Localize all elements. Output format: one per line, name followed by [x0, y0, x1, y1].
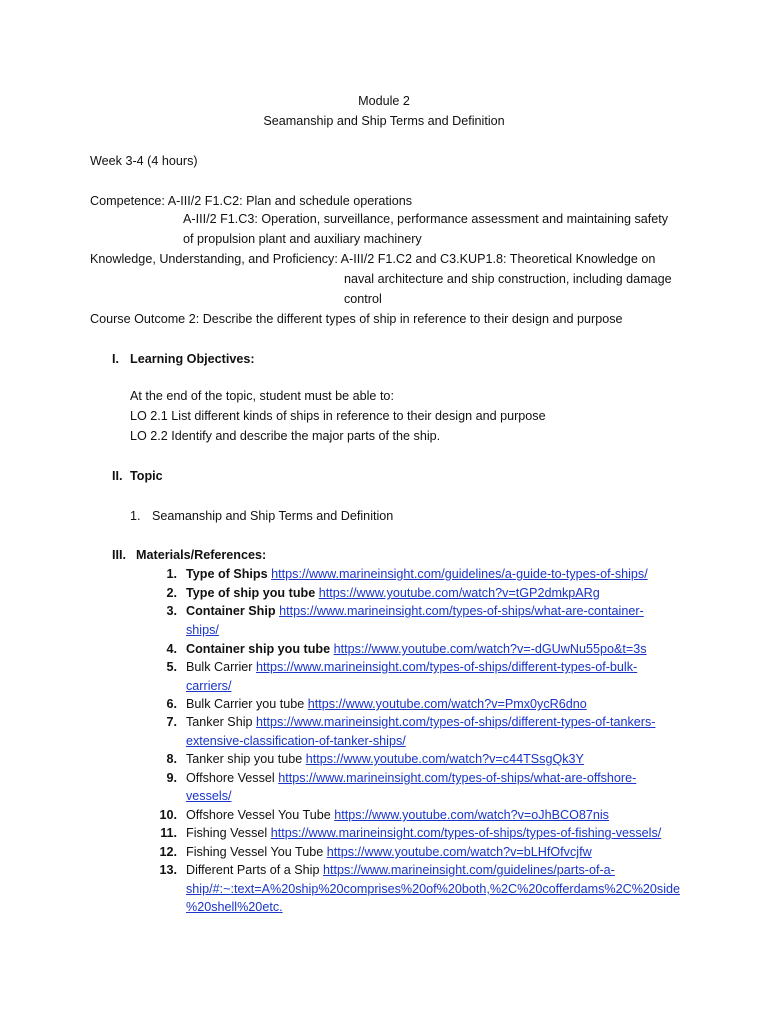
reference-label: Offshore Vessel — [186, 771, 275, 785]
reference-link-continuation[interactable] — [186, 733, 406, 749]
knowledge-line-1: Knowledge, Understanding, and Proficiency: A-III/2 F1.C2 and C3.KUP1.8: Theoretical Knowledge on — [90, 252, 656, 266]
reference-number: 1. — [166, 567, 177, 581]
reference-link[interactable]: ships/ — [186, 623, 219, 637]
module-label: Module 2 — [358, 94, 410, 108]
reference-number: 9. — [166, 771, 177, 785]
reference-link[interactable]: https://www.marineinsight.com/guidelines/parts-of-a- — [322, 863, 615, 877]
reference-label: Tanker ship you tube — [186, 752, 303, 766]
topic-item-number: 1. — [130, 509, 141, 523]
reference-link-continuation[interactable] — [186, 881, 680, 897]
reference-item — [186, 585, 600, 601]
reference-number: 12. — [159, 845, 177, 859]
competence-line-2: A-III/2 F1.C3: Operation, surveillance, performance assessment and maintaining safety — [183, 212, 669, 226]
reference-label: Container ship you tube — [186, 642, 331, 656]
reference-link[interactable]: https://www.marineinsight.com/types-of-ships/different-types-of-tankers- — [256, 715, 656, 729]
reference-item — [186, 566, 648, 582]
reference-item — [186, 603, 644, 619]
knowledge-line-2: naval architecture and ship construction, including damage — [344, 272, 672, 286]
learning-objective-2-1: LO 2.1 List different kinds of ships in reference to their design and purpose — [130, 409, 546, 423]
reference-link[interactable]: https://www.marineinsight.com/types-of-ships/what-are-offshore- — [278, 771, 637, 785]
reference-number: 10. — [159, 808, 177, 822]
reference-label: Bulk Carrier you tube — [186, 697, 305, 711]
knowledge-line-3: control — [344, 292, 382, 306]
reference-link[interactable]: https://www.youtube.com/watch?v=bLHfOfvcjfw — [326, 845, 592, 859]
reference-link[interactable]: https://www.marineinsight.com/types-of-ships/different-types-of-bulk- — [255, 660, 638, 674]
competence-line-3: of propulsion plant and auxiliary machinery — [183, 232, 422, 246]
reference-item — [186, 659, 637, 675]
reference-number: 13. — [159, 863, 177, 877]
reference-item — [186, 696, 587, 712]
reference-number: 11. — [160, 826, 177, 840]
reference-link[interactable]: https://www.marineinsight.com/guidelines/a-guide-to-types-of-ships/ — [271, 567, 648, 581]
reference-link[interactable]: https://www.youtube.com/watch?v=-dGUwNu55po&t=3s — [333, 642, 647, 656]
reference-number: 6. — [166, 697, 177, 711]
competence-line-1: Competence: A-III/2 F1.C2: Plan and schedule operations — [90, 194, 413, 208]
reference-label: Different Parts of a Ship — [186, 863, 320, 877]
reference-link-continuation[interactable] — [186, 678, 231, 694]
reference-label: Fishing Vessel You Tube — [186, 845, 324, 859]
section-1-heading: Learning Objectives: — [130, 352, 255, 366]
reference-number: 3. — [166, 604, 177, 618]
reference-link-continuation[interactable] — [186, 788, 232, 804]
reference-link-continuation[interactable] — [186, 622, 219, 638]
document-title: Seamanship and Ship Terms and Definition — [263, 114, 505, 128]
reference-link[interactable]: carriers/ — [186, 679, 232, 693]
reference-number: 2. — [166, 586, 177, 600]
week-duration: Week 3-4 (4 hours) — [90, 154, 198, 168]
reference-label: Tanker Ship — [186, 715, 253, 729]
reference-link[interactable]: https://www.youtube.com/watch?v=oJhBCO87nis — [334, 808, 609, 822]
reference-link[interactable]: https://www.marineinsight.com/types-of-ships/what-are-container- — [279, 604, 644, 618]
section-3-numeral: III. — [112, 548, 126, 562]
section-2-numeral: II. — [112, 469, 123, 483]
reference-link-continuation[interactable] — [186, 899, 283, 915]
reference-item — [186, 862, 615, 878]
course-outcome: Course Outcome 2: Describe the different types of ship in reference to their design and purpose — [90, 312, 623, 326]
topic-item-text: Seamanship and Ship Terms and Definition — [152, 509, 394, 523]
reference-link[interactable]: https://www.youtube.com/watch?v=Pmx0ycR6dno — [307, 697, 587, 711]
reference-number: 8. — [166, 752, 177, 766]
reference-item — [186, 751, 584, 767]
reference-number: 4. — [166, 642, 177, 656]
reference-label: Bulk Carrier — [186, 660, 253, 674]
reference-item — [186, 641, 647, 657]
reference-link[interactable]: https://www.youtube.com/watch?v=c44TSsgQk3Y — [305, 752, 584, 766]
reference-label: Container Ship — [186, 604, 276, 618]
section-2-heading: Topic — [130, 469, 163, 483]
reference-label: Type of Ships — [186, 567, 268, 581]
section-3-heading: Materials/References: — [136, 548, 267, 562]
reference-link[interactable]: extensive-classification-of-tanker-ships/ — [186, 734, 406, 748]
reference-number: 5. — [166, 660, 177, 674]
reference-label: Offshore Vessel You Tube — [186, 808, 331, 822]
reference-item — [186, 844, 592, 860]
reference-link[interactable]: https://www.youtube.com/watch?v=tGP2dmkpARg — [318, 586, 600, 600]
reference-item — [186, 807, 609, 823]
reference-number: 7. — [166, 715, 177, 729]
reference-item — [186, 770, 636, 786]
reference-label: Type of ship you tube — [186, 586, 316, 600]
reference-label: Fishing Vessel — [186, 826, 268, 840]
reference-link[interactable]: %20shell%20etc. — [186, 900, 283, 914]
reference-item — [186, 825, 661, 841]
reference-item — [186, 714, 655, 730]
reference-link[interactable]: https://www.marineinsight.com/types-of-ships/types-of-fishing-vessels/ — [270, 826, 662, 840]
reference-link[interactable]: vessels/ — [186, 789, 232, 803]
objectives-intro: At the end of the topic, student must be able to: — [130, 389, 394, 403]
section-1-numeral: I. — [112, 352, 119, 366]
reference-link[interactable]: ship/#:~:text=A%20ship%20comprises%20of%20both,%2C%20cofferdams%2C%20side — [186, 882, 681, 896]
learning-objective-2-2: LO 2.2 Identify and describe the major parts of the ship. — [130, 429, 441, 443]
